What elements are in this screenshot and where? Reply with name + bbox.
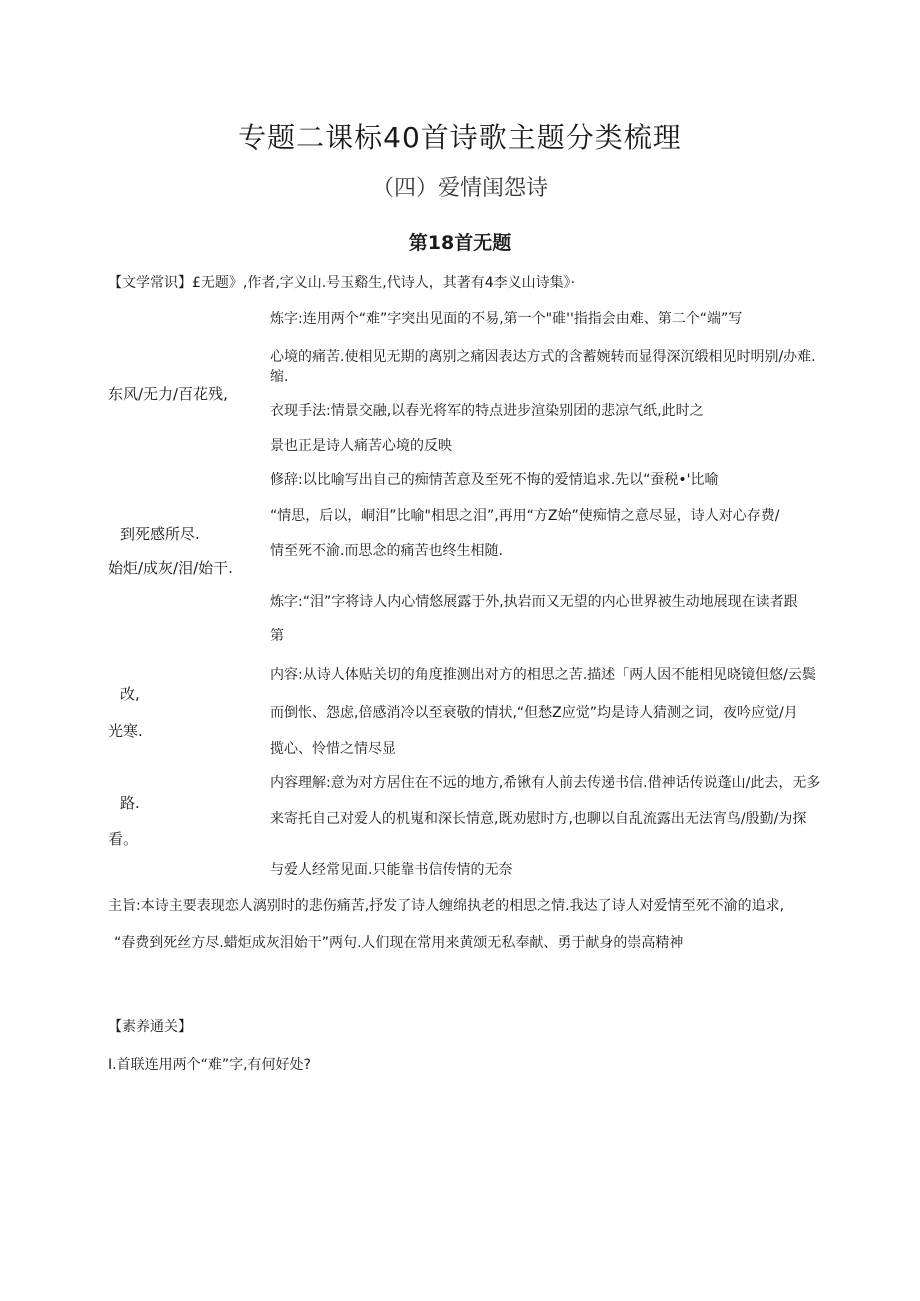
note-line: 而倒怅、怨虑,倍感消冷以至衰敬的情状,“但愁Z应觉”均是诗人猜测之词，夜吟应觉/月 [270, 705, 798, 721]
note-line: 内容:从诗人体贴关切的角度推测出对方的相思之苦.描述「两人因不能相见晓镜但悠/云鬓 [270, 667, 816, 683]
note-line: 衣现手法:情景交融,以春光将军的特点进步渲染别团的悲凉气纸,此时之 [270, 403, 704, 419]
note-line: 景也正是诗人痛苦心境的反映 [270, 438, 452, 454]
practice-heading: 【素养通关】 [108, 1019, 192, 1035]
note-line: 来寄托自己对爱人的机嵬和深长情意,既劝慰时方,也聊以自乱流露出无法宵鸟/殷勤/为探 [270, 811, 807, 827]
theme-summary-2: “春费到死丝方尽.蜡炬成灰泪始干”两句.人们现在常用来黄颂无私奉献、勇于献身的崇高精神 [114, 935, 684, 951]
page-subtitle: （四）爱情闺怨诗 [371, 176, 548, 201]
note-line: 修辞:以比喻写出自己的痴情苦意及至死不悔的爱情追求.先以“蚕税•'比喻 [270, 472, 719, 488]
note-line: 炼字:“泪”字将诗人内心情悠展露于外,执岩而又无望的内心世界被生动地展现在读者跟 [270, 594, 798, 610]
note-line: 心境的痛苦.使相见无期的离别之痛因表达方式的含蓄婉转而显得深沉缎相见时明别/办难. [270, 349, 816, 365]
note-line: 与爱人经常见面.只能靠书信传情的无奈 [270, 862, 513, 878]
theme-summary: 主旨:本诗主要表现恋人漓别时的悲伤痛苦,抒发了诗人缠绵执老的相思之情.我达了诗人对爱情至死不渝的追求, [108, 898, 785, 914]
note-line: 第 [270, 628, 284, 644]
literary-knowledge: 【文学常识】£无题》,作者,字义山.号玉谿生,代诗人，其著有4李义山诗集》· [108, 275, 576, 291]
question-1: I.首联连用两个“难”字,有何好处? [108, 1057, 311, 1073]
note-line: 内容理解:意为对方居住在不远的地方,希锹有人前去传递书信.借神话传说蓬山/此去，无多 [270, 775, 821, 791]
poem-line-4: 改, [120, 685, 140, 703]
poem-line-5: 光寒. [108, 722, 143, 740]
note-line: 情至死不渝.而思念的痛苦也终生相随. [270, 543, 503, 559]
poem-line-6: 路. [120, 794, 140, 812]
note-line: 揽心、怜惜之情尽显 [270, 741, 396, 757]
page-title: 专题二课标40首诗歌主题分类梳理 [238, 121, 682, 154]
note-line: 缩. [270, 369, 289, 385]
note-line: 炼字:连用两个“难”字突出见面的不易,第一个"碓''指指会由难、第二个“端”写 [270, 311, 743, 327]
poem-line-3: 始炬/成灰/泪/始干. [108, 559, 233, 577]
note-line: “情思，后以，峒泪”比喻"相思之泪”,再用“方Z始”使痴情之意尽显，诗人对心存费/ [270, 508, 780, 524]
poem-line-2: 到死感所尽. [120, 525, 200, 543]
poem-title: 第18首无题 [408, 232, 512, 254]
poem-line-7: 看。 [108, 830, 139, 848]
poem-line-1: 东风/无力/百花残, [108, 385, 228, 403]
